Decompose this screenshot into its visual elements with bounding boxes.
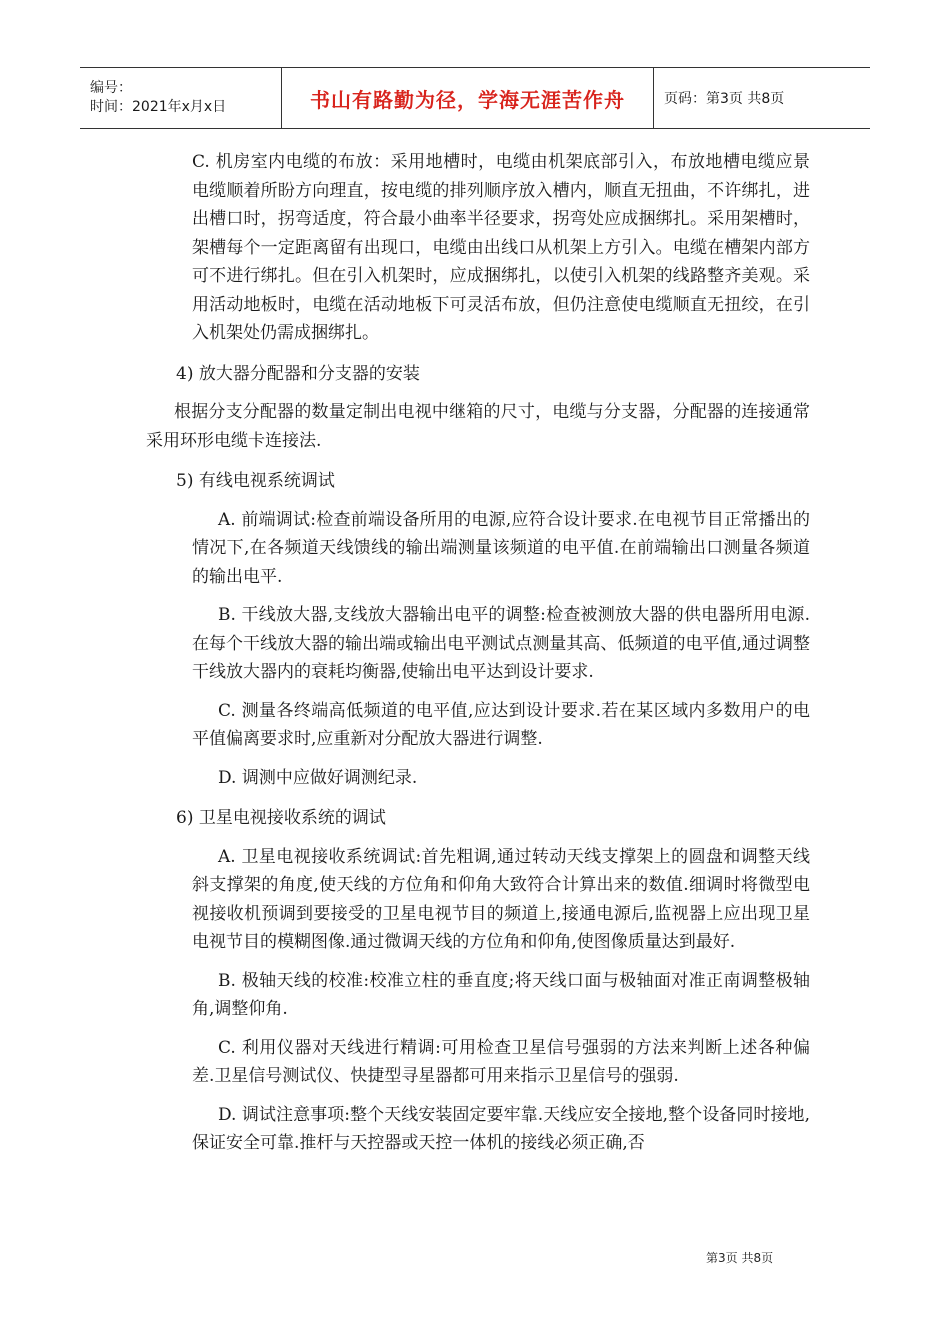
date-label: 时间：2021年x月x日 (90, 99, 227, 115)
header-page-label: 页码：第3页 共8页 (664, 91, 785, 107)
number-label: 编号： (90, 80, 132, 96)
paragraph-cable-layout: C. 机房室内电缆的布放：采用地槽时，电缆由机架底部引入，布放地槽电缆应景电缆顺着所盼方向理直，按电缆的排列顺序放入槽内，顺直无扭曲，不许绑扎，进出槽口时，拐弯适度，符合最小曲率半径要求，拐弯处应成捆绑扎。采用架槽时，架槽每个一定距离留有出现口，电缆由出线口从机架上方引入。电缆在槽架内部方可不进行绑扎。但在引入机架时，应成捆绑扎，以使引入机架的线路整齐美观。采用活动地板时，电缆在活动地板下可灵活布放，但仍注意使电缆顺直无扭绞，在引入机架处仍需成捆绑扎。 (192, 152, 810, 343)
header-motto (282, 68, 654, 128)
paragraph-frontend-debug: A. 前端调试:检查前端设备所用的电源,应符合设计要求.在电视节目正常播出的情况下,在各频道天线馈线的输出端测量该频道的电平值.在前端输出口测量各频道的输出电平. (192, 509, 810, 587)
heading-amplifier-install: 4) 放大器分配器和分支器的安装 (176, 363, 420, 384)
paragraph-splitter: 根据分支分配器的数量定制出电视中继箱的尺寸，电缆与分支器，分配器的连接通常采用环形电缆卡连接法. (146, 402, 810, 451)
paragraph-trunk-amplifier: B. 干线放大器,支线放大器输出电平的调整:检查被测放大器的供电器所用电源.在每个干线放大器的输出端或输出电平测试点测量其高、低频道的电平值,通过调整干线放大器内的衰耗均衡器,使输出电平达到设计要求. (192, 605, 810, 682)
paragraph-debug-notes: D. 调试注意事项:整个天线安装固定要牢靠.天线应安全接地,整个设备同时接地,保证安全可靠.推杆与天控器或天控一体机的接线必须正确,否 (192, 1104, 810, 1153)
paragraph-fine-tuning: C. 利用仪器对天线进行精调:可用检查卫星信号强弱的方法来判断上述各种偏差.卫星信号测试仪、快捷型寻星器都可用来指示卫星信号的强弱. (192, 1037, 810, 1086)
page-footer (706, 1249, 773, 1266)
paragraph-polar-antenna: B. 极轴天线的校准:校准立柱的垂直度;将天线口面与极轴面对准正南调整极轴角,调整仰角. (192, 970, 810, 1019)
page-header (80, 67, 870, 129)
heading-satellite-debug: 6) 卫星电视接收系统的调试 (176, 808, 386, 828)
heading-cable-tv-debug: 5) 有线电视系统调试 (176, 471, 335, 491)
document-body (146, 148, 810, 1158)
paragraph-debug-record: D. 调测中应做好调测纪录. (218, 767, 418, 788)
paragraph-satellite-receive: A. 卫星电视接收系统调试:首先粗调,通过转动天线支撑架上的圆盘和调整天线斜支撑架的角度,使天线的方位角和仰角大致符合计算出来的数值.细调时将微型电视接收机预调到要接受的卫星电视节目的频道上,接通电源后,监视器上应出现卫星电视节目的模糊图像.通过微调天线的方位角和仰角,使图像质量达到最好. (192, 846, 810, 952)
motto-text: 书山有路勤为径，学海无涯苦作舟 (310, 87, 625, 112)
header-meta (80, 68, 282, 128)
paragraph-terminal-level: C. 测量各终端高低频道的电平值,应达到设计要求.若在某区域内多数用户的电平值偏离要求时,应重新对分配放大器进行调整. (192, 700, 810, 749)
header-page (654, 68, 870, 128)
footer-page-label: 第3页 共8页 (706, 1251, 774, 1265)
